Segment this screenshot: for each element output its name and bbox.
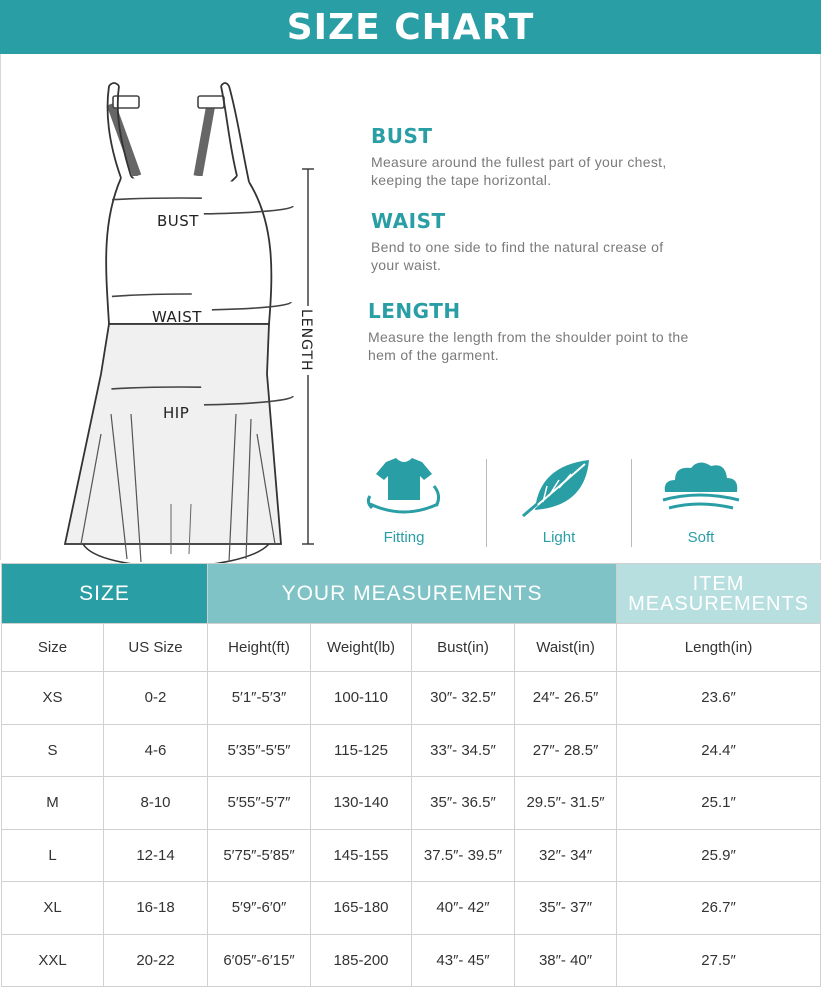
column-header-row [2, 624, 821, 672]
table-cell: 35″- 37″ [515, 882, 617, 935]
feature-light-label: Light [542, 529, 576, 546]
feature-fitting [349, 456, 459, 546]
table-cell: 8-10 [104, 777, 208, 830]
table-cell: 24″- 26.5″ [515, 672, 617, 725]
table-cell: 5′75″-5′85″ [208, 829, 311, 882]
table-cell: 5′35″-5′5″ [208, 724, 311, 777]
table-body [2, 672, 821, 987]
waist-label: WAIST [152, 308, 202, 326]
table-cell: XXL [2, 934, 104, 987]
table-cell: 4-6 [104, 724, 208, 777]
table-cell: 0-2 [104, 672, 208, 725]
table-cell: 23.6″ [617, 672, 821, 725]
feature-soft-label: Soft [687, 529, 715, 546]
column-header: Waist(in) [515, 624, 617, 672]
table-cell: 25.9″ [617, 829, 821, 882]
length-section [368, 299, 768, 364]
table-cell: 20-22 [104, 934, 208, 987]
table-cell: 130-140 [311, 777, 412, 830]
feature-fitting-label: Fitting [383, 529, 425, 546]
bust-desc-line1: Measure around the fullest part of your chest, [371, 154, 667, 170]
hip-label: HIP [163, 404, 190, 422]
bust-label: BUST [157, 212, 199, 230]
page-title: SIZE CHART [286, 6, 535, 48]
column-header: US Size [104, 624, 208, 672]
table-cell: M [2, 777, 104, 830]
table-cell: 165-180 [311, 882, 412, 935]
table-row [2, 672, 821, 725]
table-cell: XS [2, 672, 104, 725]
length-title: LENGTH [368, 299, 461, 323]
table-cell: 27″- 28.5″ [515, 724, 617, 777]
column-header: Size [2, 624, 104, 672]
table-cell: 38″- 40″ [515, 934, 617, 987]
table-cell: 29.5″- 31.5″ [515, 777, 617, 830]
group-header-your-measurements: YOUR MEASUREMENTS [208, 564, 617, 624]
table-cell: 25.1″ [617, 777, 821, 830]
table-row [2, 882, 821, 935]
table-cell: XL [2, 882, 104, 935]
waist-section [371, 209, 771, 274]
column-header: Weight(lb) [311, 624, 412, 672]
table-cell: S [2, 724, 104, 777]
table-cell: 115-125 [311, 724, 412, 777]
waist-desc-line1: Bend to one side to find the natural crease of [371, 239, 664, 255]
length-label: LENGTH [298, 306, 314, 375]
header-banner [0, 0, 821, 54]
group-header-item-measurements [617, 564, 821, 624]
table-cell: 5′1″-5′3″ [208, 672, 311, 725]
table-cell: 33″- 34.5″ [412, 724, 515, 777]
table-row [2, 829, 821, 882]
table-row [2, 724, 821, 777]
item-header-line1: ITEM [692, 572, 745, 595]
table-row [2, 934, 821, 987]
table-cell: 26.7″ [617, 882, 821, 935]
table-cell: 24.4″ [617, 724, 821, 777]
table-cell: 145-155 [311, 829, 412, 882]
length-desc-line2: hem of the garment. [368, 347, 499, 363]
table-cell: 35″- 36.5″ [412, 777, 515, 830]
group-header-size: SIZE [2, 564, 208, 624]
column-header: Height(ft) [208, 624, 311, 672]
table-cell: 30″- 32.5″ [412, 672, 515, 725]
column-header: Bust(in) [412, 624, 515, 672]
leaf-icon [519, 456, 599, 518]
table-cell: 32″- 34″ [515, 829, 617, 882]
bust-section [371, 124, 771, 189]
table-cell: 40″- 42″ [412, 882, 515, 935]
bust-desc-line2: keeping the tape horizontal. [371, 172, 552, 188]
column-header: Length(in) [617, 624, 821, 672]
table-cell: 16-18 [104, 882, 208, 935]
table-cell: 12-14 [104, 829, 208, 882]
table-cell: 100-110 [311, 672, 412, 725]
length-desc-line1: Measure the length from the shoulder point to the [368, 329, 689, 345]
feature-soft [646, 456, 756, 546]
table-cell: 27.5″ [617, 934, 821, 987]
table-cell: L [2, 829, 104, 882]
item-header-line2: MEASUREMENTS [628, 592, 809, 615]
table-cell: 37.5″- 39.5″ [412, 829, 515, 882]
size-table [1, 563, 821, 987]
tshirt-icon [364, 456, 444, 518]
cloud-icon [659, 456, 743, 518]
table-row [2, 777, 821, 830]
table-cell: 185-200 [311, 934, 412, 987]
table-cell: 6′05″-6′15″ [208, 934, 311, 987]
bust-title: BUST [371, 124, 433, 148]
feature-light [504, 456, 614, 546]
waist-title: WAIST [371, 209, 446, 233]
feature-divider [486, 459, 487, 547]
table-cell: 5′9″-6′0″ [208, 882, 311, 935]
measurement-guide [0, 54, 821, 560]
table-cell: 43″- 45″ [412, 934, 515, 987]
table-cell: 5′55″-5′7″ [208, 777, 311, 830]
feature-divider [631, 459, 632, 547]
waist-desc-line2: your waist. [371, 257, 442, 273]
